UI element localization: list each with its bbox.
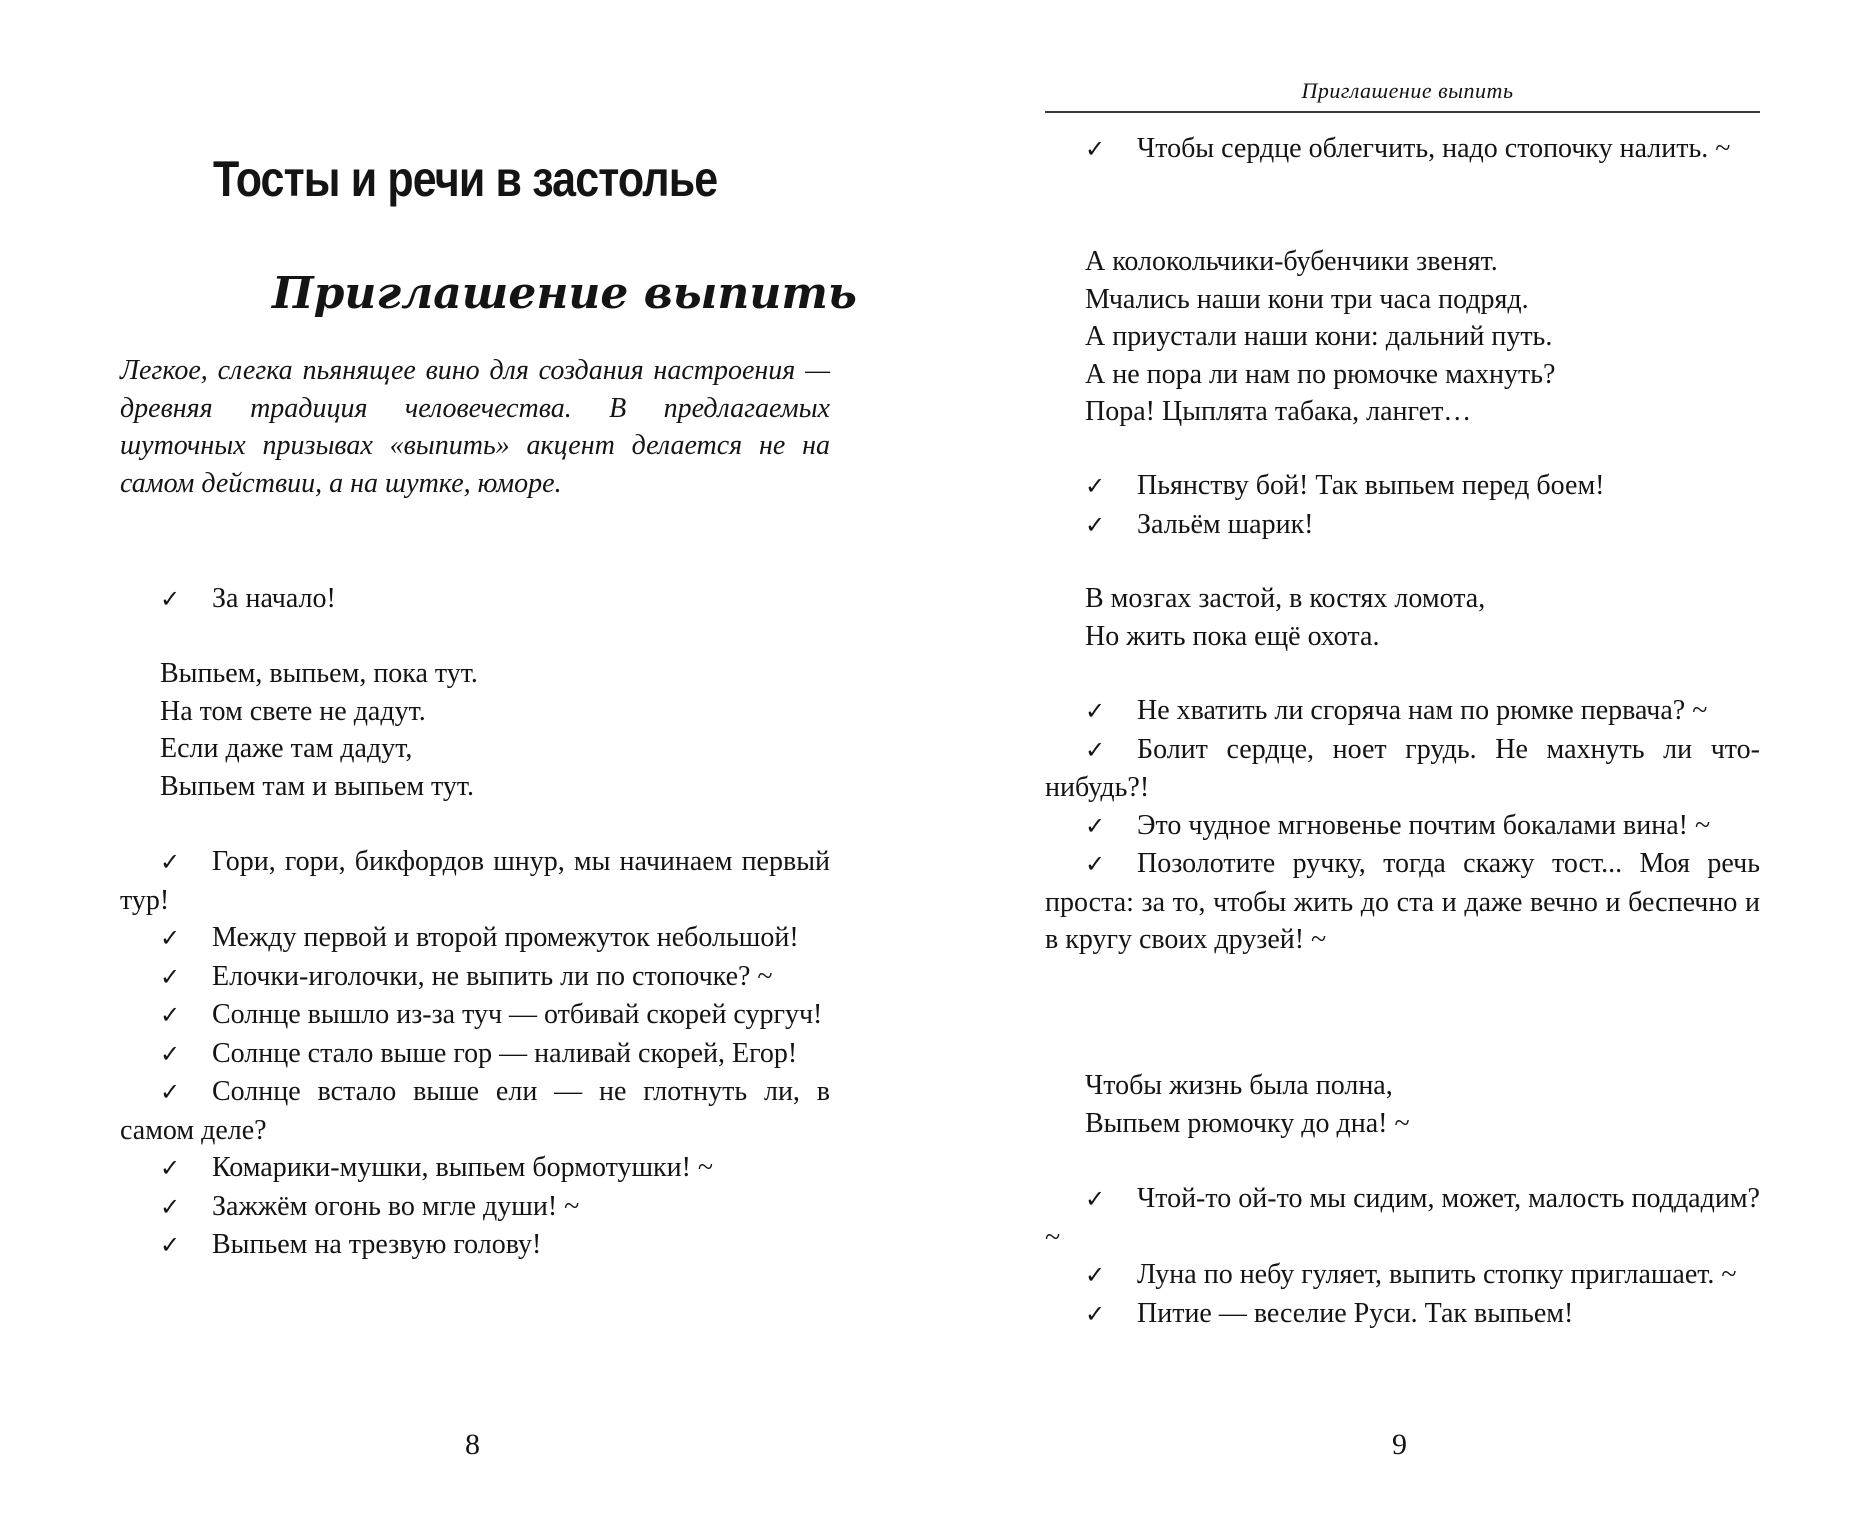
checklist-item: ✓ Зажжём огонь во мгле души! ~ [120,1188,830,1227]
checkmark-icon: ✓ [1085,1261,1106,1289]
running-head: Приглашение выпить [1301,78,1514,103]
checklist-item: ✓ Это чудное мгновенье почтим бокалами вина! ~ [1045,807,1760,846]
checklist-item: ✓ Болит сердце, ноет грудь. Не махнуть ли что-нибудь?! [1045,733,1760,803]
chapter-title: Тосты и речи в застолье [213,151,718,207]
checklist-item: ✓ Позолотите ручку, тогда скажу тост... Моя речь проста: за то, чтобы жить до ста и даже вечно и беспечно и в кругу своих друзей! ~ [1045,848,1760,955]
checklist-item: ✓ Чтой-то ой-то мы сидим, может, малость поддадим? ~ [1045,1183,1760,1253]
page-number: 8 [465,1428,480,1461]
checkmark-icon: ✓ [1085,811,1106,840]
checkmark-icon: ✓ [1085,135,1106,163]
checklist-toast-heart [1045,130,1760,169]
checkmark-icon: ✓ [1085,1299,1106,1328]
checkmark-icon: ✓ [160,924,181,952]
checkmark-icon: ✓ [1085,850,1106,878]
checklist-item: ✓ Зальём шарик! [1045,506,1760,545]
checklist-item: ✓ За начало! [120,580,830,619]
checkmark-icon: ✓ [1085,735,1106,764]
verse-block: Чтобы жизнь была полна, Выпьем рюмочку до дна! ~ [1085,1070,1410,1139]
checkmark-icon: ✓ [160,585,181,613]
checklist-item: ✓ Пьянству бой! Так выпьем перед боем! [1045,467,1760,506]
verse-block: Выпьем, выпьем, пока тут. На том свете не дадут. Если даже там дадут, Выпьем там и выпьем тут. [160,658,478,802]
checkmark-icon: ✓ [160,1001,181,1029]
checklist-item: ✓ Елочки-иголочки, не выпить ли по стопочке? ~ [120,958,830,997]
checklist-item: ✓ Чтобы сердце облегчить, надо стопочку налить. ~ [1045,130,1760,169]
checkmark-icon: ✓ [160,1154,181,1182]
page-number: 9 [1392,1428,1407,1461]
checklist-item: ✓ Гори, гори, бикфордов шнур, мы начинаем первый тур! [120,846,830,916]
checkmark-icon: ✓ [160,1192,181,1221]
checkmark-icon: ✓ [160,1231,181,1259]
checklist-item: ✓ Питие — веселие Руси. Так выпьем! [1045,1295,1760,1334]
checklist-item: ✓ Не хватить ли сгоряча нам по рюмке первача? ~ [1045,692,1760,731]
checkmark-icon: ✓ [160,1039,181,1068]
checkmark-icon: ✓ [1085,1185,1106,1213]
checkmark-icon: ✓ [160,1078,181,1106]
checklist-item: ✓ Между первой и второй промежуток небольшой! [120,919,830,958]
checkmark-icon: ✓ [1085,472,1106,500]
checkmark-icon: ✓ [1085,510,1106,539]
checklist-item: ✓ Солнце вышло из-за туч — отбивай скорей сургуч! [120,996,830,1035]
checkmark-icon: ✓ [1085,697,1106,725]
verse-block: В мозгах застой, в костях ломота, Но жить пока ещё охота. [1085,583,1486,652]
checklist-toast-start [120,580,830,619]
checkmark-icon: ✓ [160,848,181,876]
checkmark-icon: ✓ [160,962,181,991]
checklist-toasts [1045,467,1760,544]
section-title: Приглашение выпить [272,268,857,319]
checklist-item: ✓ Комарики-мушки, выпьем бормотушки! ~ [120,1149,830,1188]
verse-block: А колокольчики-бубенчики звенят. Мчались наши кони три часа подряд. А приустали наши кони: дальний путь. А не пора ли нам по рюмочке махнуть? Пора! Цыплята табака, лангет… [1085,246,1556,427]
checklist-toasts [1045,1180,1760,1333]
checklist-item: ✓ Выпьем на трезвую голову! [120,1226,830,1265]
checklist-toasts [1045,692,1760,959]
checklist-item: ✓ Луна по небу гуляет, выпить стопку приглашает. ~ [1045,1256,1760,1295]
header-rule [1045,111,1760,113]
intro-paragraph: Легкое, слегка пьянящее вино для создания настроения — древняя традиция человечества. В предлагаемых шуточных призывах «выпить» акцент делается не на самом действии, а на шутке, юморе. [120,355,830,499]
checklist-item: ✓ Солнце встало выше ели — не глотнуть ли, в самом деле? [120,1076,830,1146]
checklist-item: ✓ Солнце стало выше гор — наливай скорей, Егор! [120,1035,830,1074]
checklist-toasts [120,843,830,1265]
